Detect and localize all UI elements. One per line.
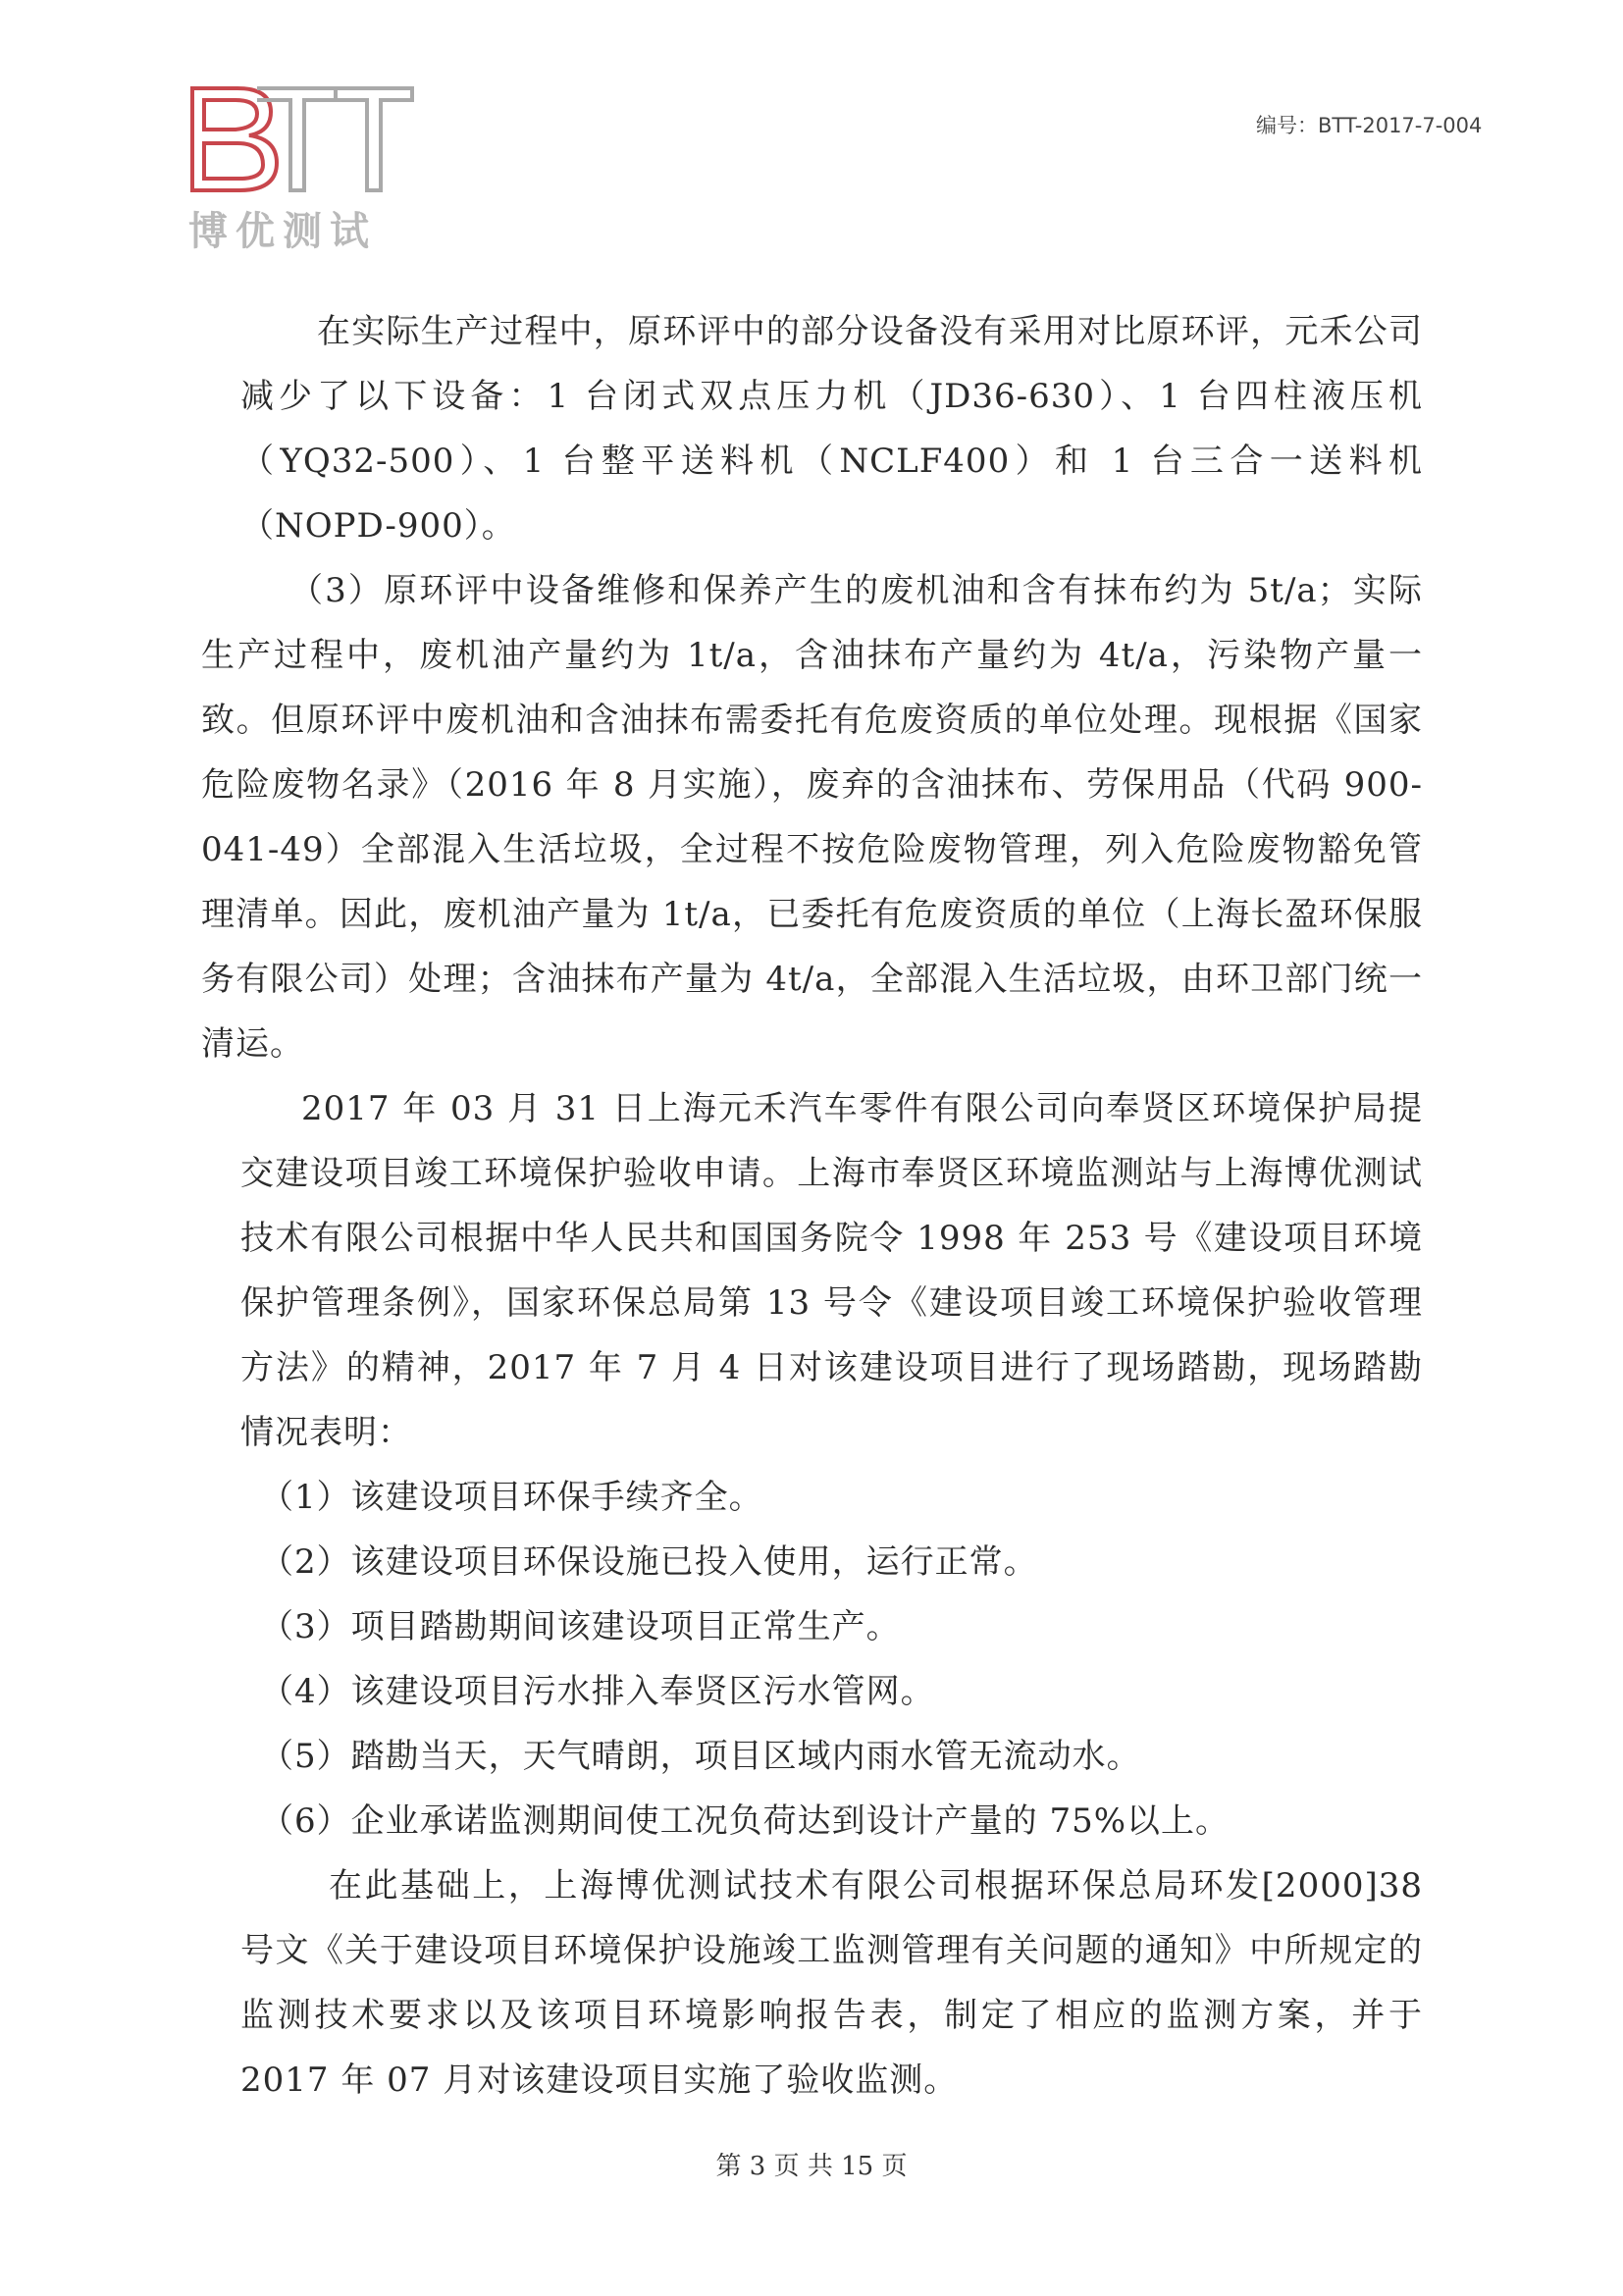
list-item: （1）该建设项目环保手续齐全。 [260, 1478, 763, 1517]
company-logo [188, 82, 414, 254]
paragraph-waste-oil: （3）原环评中设备维修和保养产生的废机油和含有抹布约为 5t/a；实际生产过程中，废机油产量约为 1t/a，含油抹布产量约为 4t/a，污染物产量一致。但原环评中废机油和含油抹布需委托有危废资质的单位处理。现根据《国家危险废物名录》（2016 年 8 月实施），废弃的含油抹布、劳保用品（代码 900-041-49）全部混入生活垃圾，全过程不按危险废物管理，列入危险废物豁免管理清单。因此，废机油产量为 1t/a，已委托有危废资质的单位（上海长盈环保服务有限公司）处理；含油抹布产量为 4t/a，全部混入生活垃圾，由环卫部门统一清运。 [201, 571, 1423, 1064]
paragraph-equipment-changes: 在实际生产过程中，原环评中的部分设备没有采用对比原环评，元禾公司减少了以下设备：1 台闭式双点压力机（JD36-630）、1 台四柱液压机（YQ32-500）、1 台整平送料机（NCLF400）和 1 台三合一送料机（NOPD-900）。 [240, 312, 1423, 546]
paragraph-acceptance-application: 2017 年 03 月 31 日上海元禾汽车零件有限公司向奉贤区环境保护局提交建设项目竣工环境保护验收申请。上海市奉贤区环境监测站与上海博优测试技术有限公司根据中华人民共和国国务院令 1998 年 253 号《建设项目环境保护管理条例》，国家环保总局第 13 号令《建设项目竣工环境保护验收管理方法》的精神，2017 年 7 月 4 日对该建设项目进行了现场踏勘，现场踏勘情况表明： [240, 1089, 1423, 1452]
list-item: （3）项目踏勘期间该建设项目正常生产。 [260, 1607, 901, 1646]
list-item: （6）企业承诺监测期间使工况负荷达到设计产量的 75%以上。 [260, 1801, 1230, 1841]
logo-wordmark: 博优测试 [188, 208, 377, 254]
page-number: 第 3 页 共 15 页 [715, 2152, 908, 2181]
document-number: 编号：BTT-2017-7-004 [1256, 114, 1483, 137]
list-item: （2）该建设项目环保设施已投入使用，运行正常。 [260, 1542, 1038, 1582]
document-body [201, 299, 1423, 2113]
btt-logo-mark [188, 82, 414, 195]
list-item: （5）踏勘当天，天气晴朗，项目区域内雨水管无流动水。 [260, 1737, 1141, 1776]
paragraph-monitoring-plan: 在此基础上，上海博优测试技术有限公司根据环保总局环发[2000]38 号文《关于建设项目环境保护设施竣工监测管理有关问题的通知》中所规定的监测技术要求以及该项目环境影响报告表，制定了相应的监测方案，并于 2017 年 07 月对该建设项目实施了验收监测。 [240, 1866, 1423, 2100]
list-item: （4）该建设项目污水排入奉贤区污水管网。 [260, 1672, 935, 1711]
